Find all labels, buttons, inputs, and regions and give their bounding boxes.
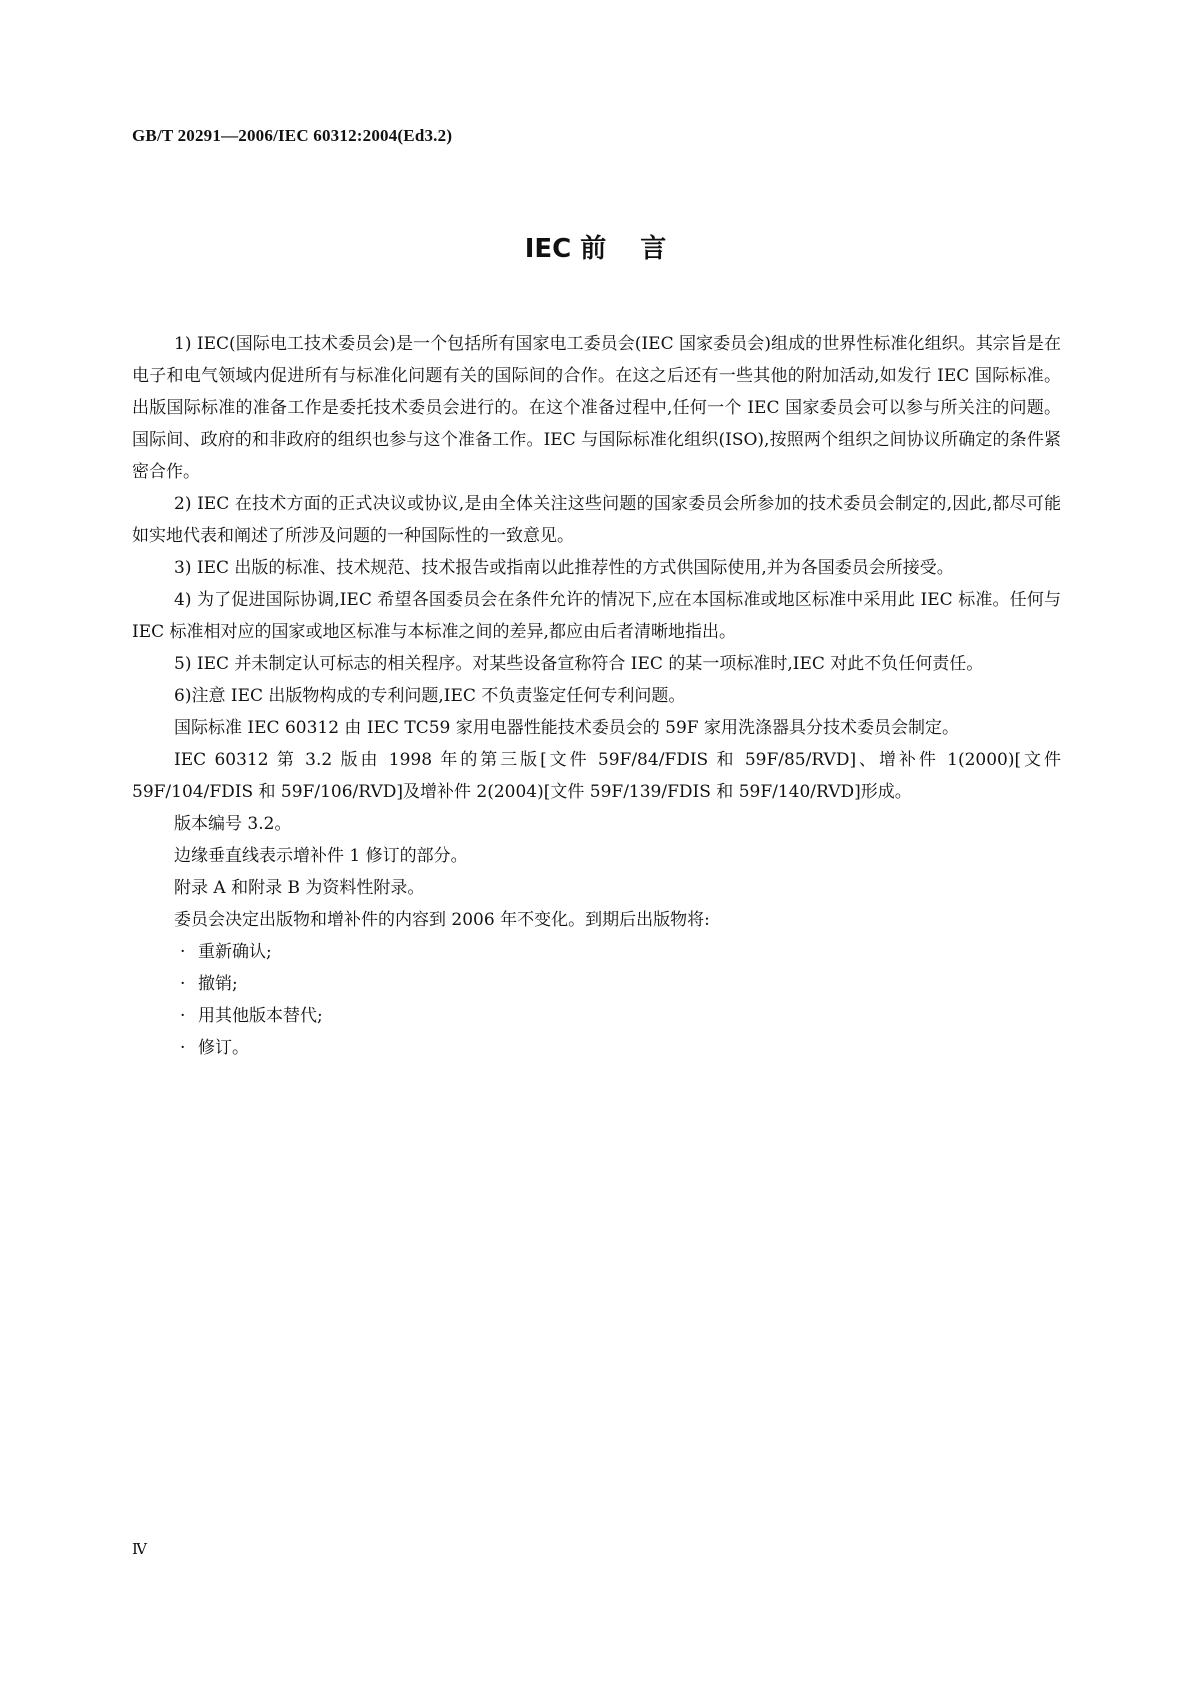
bullet-dot: · — [180, 974, 186, 994]
list-item — [132, 968, 1061, 1000]
foreword-body — [132, 328, 1061, 1064]
title-part-1: IEC 前 — [524, 234, 607, 264]
paragraph-6: 6)注意 IEC 出版物构成的专利问题,IEC 不负责鉴定任何专利问题。 — [174, 686, 686, 706]
paragraph-11: 附录 A 和附录 B 为资料性附录。 — [174, 878, 425, 898]
paragraph-10: 边缘垂直线表示增补件 1 修订的部分。 — [174, 846, 468, 866]
paragraph-4: 4) 为了促进国际协调,IEC 希望各国委员会在条件允许的情况下,应在本国标准或地区标准中采用此 IEC 标准。任何与 IEC 标准相对应的国家或地区标准与本标准之间的差异,都应由后者清晰地指出。 — [132, 590, 1061, 642]
paragraph-7: 国际标准 IEC 60312 由 IEC TC59 家用电器性能技术委员会的 59F 家用洗涤器具分技术委员会制定。 — [174, 718, 959, 738]
page-number: Ⅳ — [132, 1542, 147, 1558]
title-part-2: 言 — [640, 234, 667, 264]
list-item — [132, 1000, 1061, 1032]
list-item — [132, 1032, 1061, 1064]
paragraph-2: 2) IEC 在技术方面的正式决议或协议,是由全体关注这些问题的国家委员会所参加的技术委员会制定的,因此,都尽可能如实地代表和阐述了所涉及问题的一种国际性的一致意见。 — [132, 494, 1061, 546]
paragraph-5: 5) IEC 并未制定认可标志的相关程序。对某些设备宣称符合 IEC 的某一项标准时,IEC 对此不负任何责任。 — [174, 654, 984, 674]
paragraph-8: IEC 60312 第 3.2 版由 1998 年的第三版[文件 59F/84/FDIS 和 59F/85/RVD]、增补件 1(2000)[文件 59F/104/FDIS 和 59F/106/RVD]及增补件 2(2004)[文件 59F/139/FDIS 和 59F/140/RVD]形成。 — [132, 750, 1061, 802]
paragraph-9: 版本编号 3.2。 — [174, 814, 292, 834]
bullet-dot: · — [180, 942, 186, 962]
paragraph-1: 1) IEC(国际电工技术委员会)是一个包括所有国家电工委员会(IEC 国家委员会)组成的世界性标准化组织。其宗旨是在电子和电气领域内促进所有与标准化问题有关的国际间的合作。在这之后还有一些其他的附加活动,如发行 IEC 国际标准。出版国际标准的准备工作是委托技术委员会进行的。在这个准备过程中,任何一个 IEC 国家委员会可以参与所关注的问题。国际间、政府的和非政府的组织也参与这个准备工作。IEC 与国际标准化组织(ISO),按照两个组织之间协议所确定的条件紧密合作。 — [132, 334, 1061, 482]
list-item — [132, 936, 1061, 968]
bullet-dot: · — [180, 1038, 186, 1058]
bullet-list — [132, 936, 1061, 1064]
list-item-text: 修订。 — [198, 1038, 249, 1058]
standard-code-header: GB/T 20291—2006/IEC 60312:2004(Ed3.2) — [132, 126, 453, 145]
paragraph-12: 委员会决定出版物和增补件的内容到 2006 年不变化。到期后出版物将: — [174, 910, 710, 930]
list-item-text: 重新确认; — [198, 942, 272, 962]
page-title — [0, 228, 1191, 265]
bullet-dot: · — [180, 1006, 186, 1026]
list-item-text: 用其他版本替代; — [198, 1006, 323, 1026]
paragraph-3: 3) IEC 出版的标准、技术规范、技术报告或指南以此推荐性的方式供国际使用,并为各国委员会所接受。 — [174, 558, 954, 578]
list-item-text: 撤销; — [198, 974, 238, 994]
